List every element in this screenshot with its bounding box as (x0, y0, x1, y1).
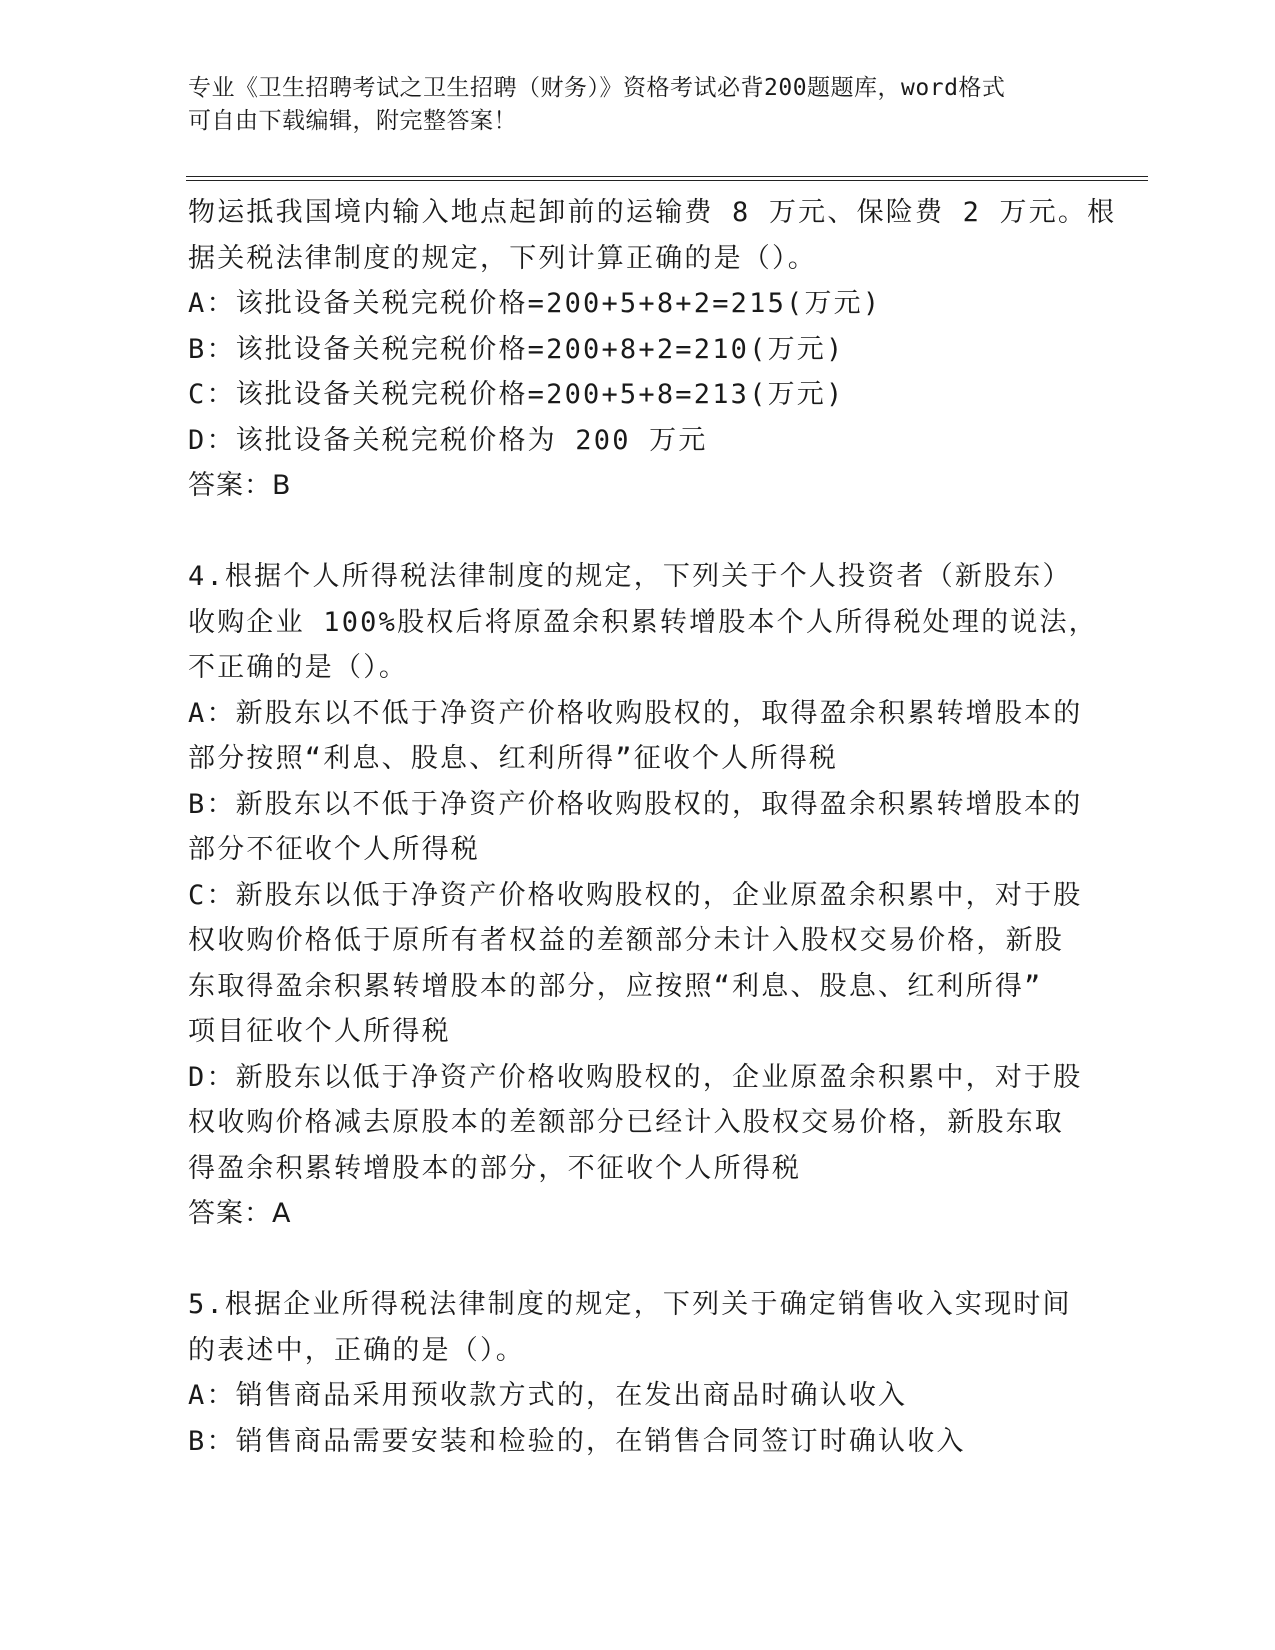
question-3-answer: 答案：B (188, 470, 292, 501)
question-4-option-c-cont: 权收购价格低于原所有者权益的差额部分未计入股权交易价格，新股 (188, 925, 1064, 956)
question-4-stem-line: 收购企业 100%股权后将原盈余积累转增股本个人所得税处理的说法， (188, 606, 1098, 638)
question-4 (188, 554, 1098, 1237)
question-5-stem-line: 5.根据企业所得税法律制度的规定，下列关于确定销售收入实现时间 (188, 1289, 1072, 1320)
question-3 (188, 190, 1117, 509)
question-3-stem-line: 物运抵我国境内输入地点起卸前的运输费 8 万元、保险费 2 万元。根 (188, 197, 1117, 228)
question-4-stem-line: 不正确的是（）。 (188, 652, 409, 683)
question-4-answer: 答案：A (188, 1198, 292, 1229)
question-4-option-b-cont: 部分不征收个人所得税 (188, 834, 480, 865)
question-4-option-c: C：新股东以低于净资产价格收购股权的，企业原盈余积累中，对于股 (188, 879, 1083, 911)
question-4-option-b: B：新股东以不低于净资产价格收购股权的，取得盈余积累转增股本的 (188, 788, 1083, 820)
question-5-option-b: B：销售商品需要安装和检验的，在销售合同签订时确认收入 (188, 1425, 966, 1457)
header-divider (186, 176, 1148, 181)
document-header (188, 72, 1068, 138)
question-4-option-d-cont: 得盈余积累转增股本的部分，不征收个人所得税 (188, 1152, 802, 1184)
header-line-2: 可自由下载编辑，附完整答案！ (188, 108, 517, 134)
question-3-stem-line: 据关税法律制度的规定，下列计算正确的是（）。 (188, 242, 817, 274)
question-3-option-a: A：该批设备关税完税价格=200+5+8+2=215(万元) (188, 288, 882, 319)
question-3-option-c: C：该批设备关税完税价格=200+5+8=213(万元) (188, 379, 845, 410)
question-4-stem-line: 4.根据个人所得税法律制度的规定，下列关于个人投资者（新股东） (188, 561, 1072, 592)
document-body (188, 190, 1117, 1464)
question-4-option-c-cont: 东取得盈余积累转增股本的部分，应按照“利息、股息、红利所得” (188, 970, 1043, 1002)
question-4-option-a-cont: 部分按照“利息、股息、红利所得”征收个人所得税 (188, 743, 839, 774)
question-4-option-a: A：新股东以不低于净资产价格收购股权的，取得盈余积累转增股本的 (188, 697, 1083, 729)
question-5-stem-line: 的表述中，正确的是（）。 (188, 1334, 525, 1366)
header-line-1: 专业《卫生招聘考试之卫生招聘（财务）》资格考试必背200题题库，word格式 (188, 75, 1006, 101)
question-4-option-d-cont: 权收购价格减去原股本的差额部分已经计入股权交易价格，新股东取 (188, 1107, 1064, 1138)
question-3-option-d: D：该批设备关税完税价格为 200 万元 (188, 424, 708, 456)
question-5-option-a: A：销售商品采用预收款方式的，在发出商品时确认收入 (188, 1380, 908, 1411)
question-4-option-d: D：新股东以低于净资产价格收购股权的，企业原盈余积累中，对于股 (188, 1061, 1083, 1093)
question-3-option-b: B：该批设备关税完税价格=200+8+2=210(万元) (188, 333, 845, 365)
question-4-option-c-cont: 项目征收个人所得税 (188, 1016, 451, 1047)
question-5 (188, 1282, 1088, 1464)
question-spacer (188, 1237, 1088, 1283)
question-spacer (188, 509, 1088, 555)
